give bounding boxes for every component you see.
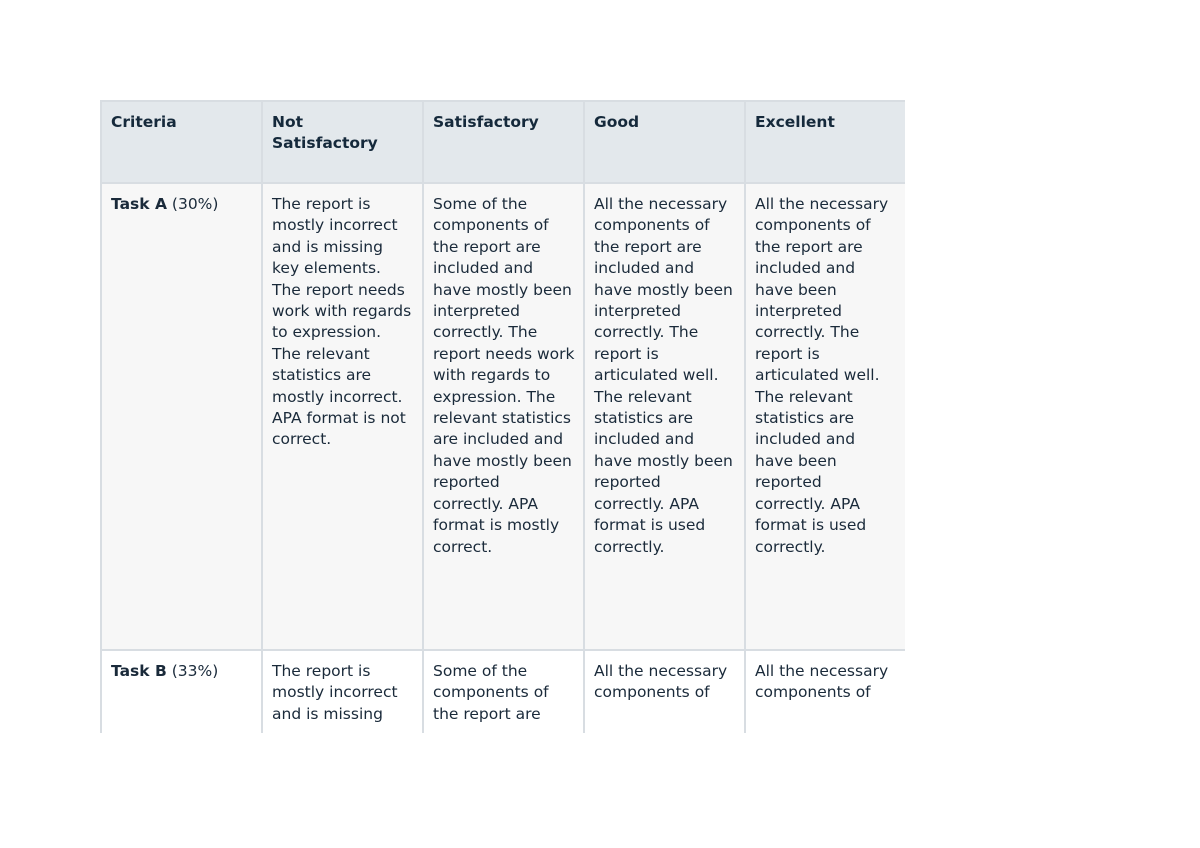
- cell-not-satisfactory: The report is mostly incorrect and is missing: [262, 650, 423, 733]
- table-row: [101, 650, 905, 733]
- cell-satisfactory: Some of the components of the report are included and have mostly been interpreted correctly. The report needs work with regards to expression. The relevant statistics are included and have mostly been reported correctly. APA format is mostly correct.: [423, 183, 584, 650]
- criterion-name: Task A: [111, 195, 167, 213]
- table-row: [101, 183, 905, 650]
- header-excellent: Excellent: [745, 101, 905, 183]
- cell-satisfactory: Some of the components of the report are: [423, 650, 584, 733]
- cell-good: All the necessary components of the report are included and have mostly been interpreted correctly. The report is articulated well. The relevant statistics are included and have mostly been reported correctly. APA format is used correctly.: [584, 183, 745, 650]
- criterion-weight: (30%): [171, 195, 219, 213]
- rubric-table: [100, 100, 905, 733]
- header-not-satisfactory: Not Satisfactory: [262, 101, 423, 183]
- criterion-weight: (33%): [171, 662, 219, 680]
- header-criteria: Criteria: [101, 101, 262, 183]
- rubric-table-container: [100, 100, 905, 733]
- criterion-cell: [101, 183, 262, 650]
- cell-good: All the necessary components of: [584, 650, 745, 733]
- header-row: [101, 101, 905, 183]
- header-satisfactory: Satisfactory: [423, 101, 584, 183]
- cell-excellent: All the necessary components of: [745, 650, 905, 733]
- cell-excellent: All the necessary components of the report are included and have been interpreted correctly. The report is articulated well. The relevant statistics are included and have been reported correctly. APA format is used correctly.: [745, 183, 905, 650]
- criterion-name: Task B: [111, 662, 167, 680]
- criterion-cell: [101, 650, 262, 733]
- header-good: Good: [584, 101, 745, 183]
- cell-not-satisfactory: The report is mostly incorrect and is missing key elements. The report needs work with regards to expression. The relevant statistics are mostly incorrect. APA format is not correct.: [262, 183, 423, 650]
